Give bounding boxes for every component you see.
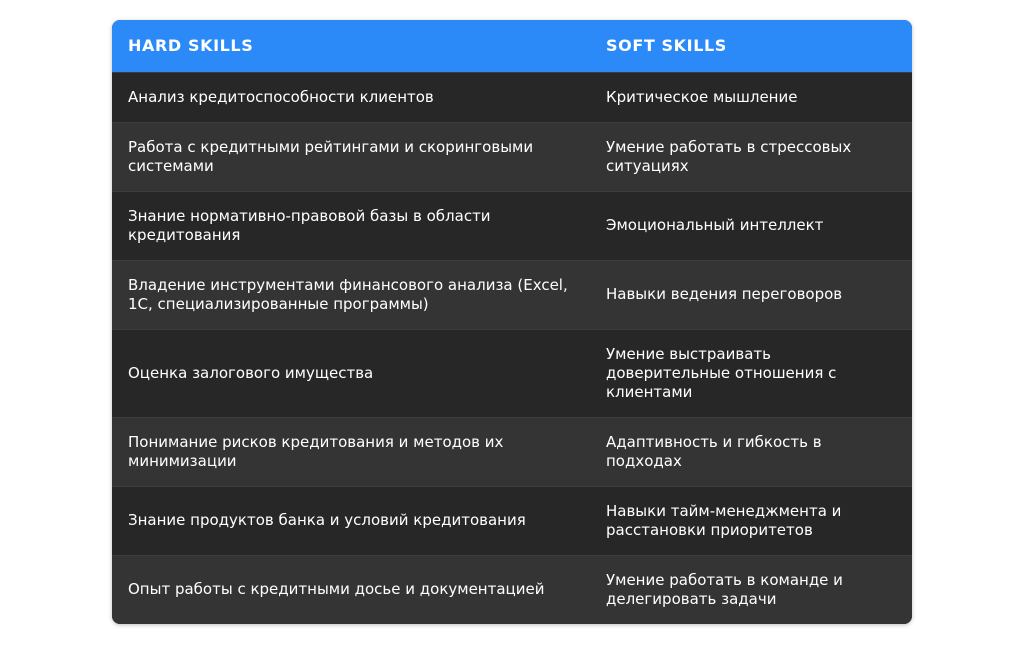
hard-skill-cell: Знание нормативно-правовой базы в области кредитования — [112, 191, 590, 260]
hard-skill-cell: Понимание рисков кредитования и методов их минимизации — [112, 417, 590, 486]
soft-skill-cell: Навыки тайм-менеджмента и расстановки приоритетов — [590, 486, 912, 555]
soft-skill-cell: Умение работать в команде и делегировать задачи — [590, 555, 912, 624]
table-row — [112, 260, 912, 329]
table-row — [112, 417, 912, 486]
table-row — [112, 72, 912, 122]
table-row — [112, 191, 912, 260]
skills-table-card — [112, 20, 912, 624]
table-row — [112, 486, 912, 555]
soft-skill-cell: Умение выстраивать доверительные отношения с клиентами — [590, 329, 912, 417]
soft-skill-cell: Адаптивность и гибкость в подходах — [590, 417, 912, 486]
table-row — [112, 329, 912, 417]
skills-table — [112, 20, 912, 624]
table-row — [112, 122, 912, 191]
hard-skill-cell: Анализ кредитоспособности клиентов — [112, 72, 590, 122]
soft-skill-cell: Критическое мышление — [590, 72, 912, 122]
table-row — [112, 555, 912, 624]
table-header-row — [112, 20, 912, 72]
hard-skill-cell: Владение инструментами финансового анализа (Excel, 1С, специализированные программы) — [112, 260, 590, 329]
soft-skill-cell: Навыки ведения переговоров — [590, 260, 912, 329]
hard-skill-cell: Знание продуктов банка и условий кредитования — [112, 486, 590, 555]
soft-skill-cell: Эмоциональный интеллект — [590, 191, 912, 260]
hard-skill-cell: Опыт работы с кредитными досье и документацией — [112, 555, 590, 624]
hard-skill-cell: Оценка залогового имущества — [112, 329, 590, 417]
soft-skill-cell: Умение работать в стрессовых ситуациях — [590, 122, 912, 191]
header-soft-skills: SOFT SKILLS — [606, 36, 727, 56]
header-hard-skills: HARD SKILLS — [128, 36, 254, 56]
hard-skill-cell: Работа с кредитными рейтингами и скоринговыми системами — [112, 122, 590, 191]
